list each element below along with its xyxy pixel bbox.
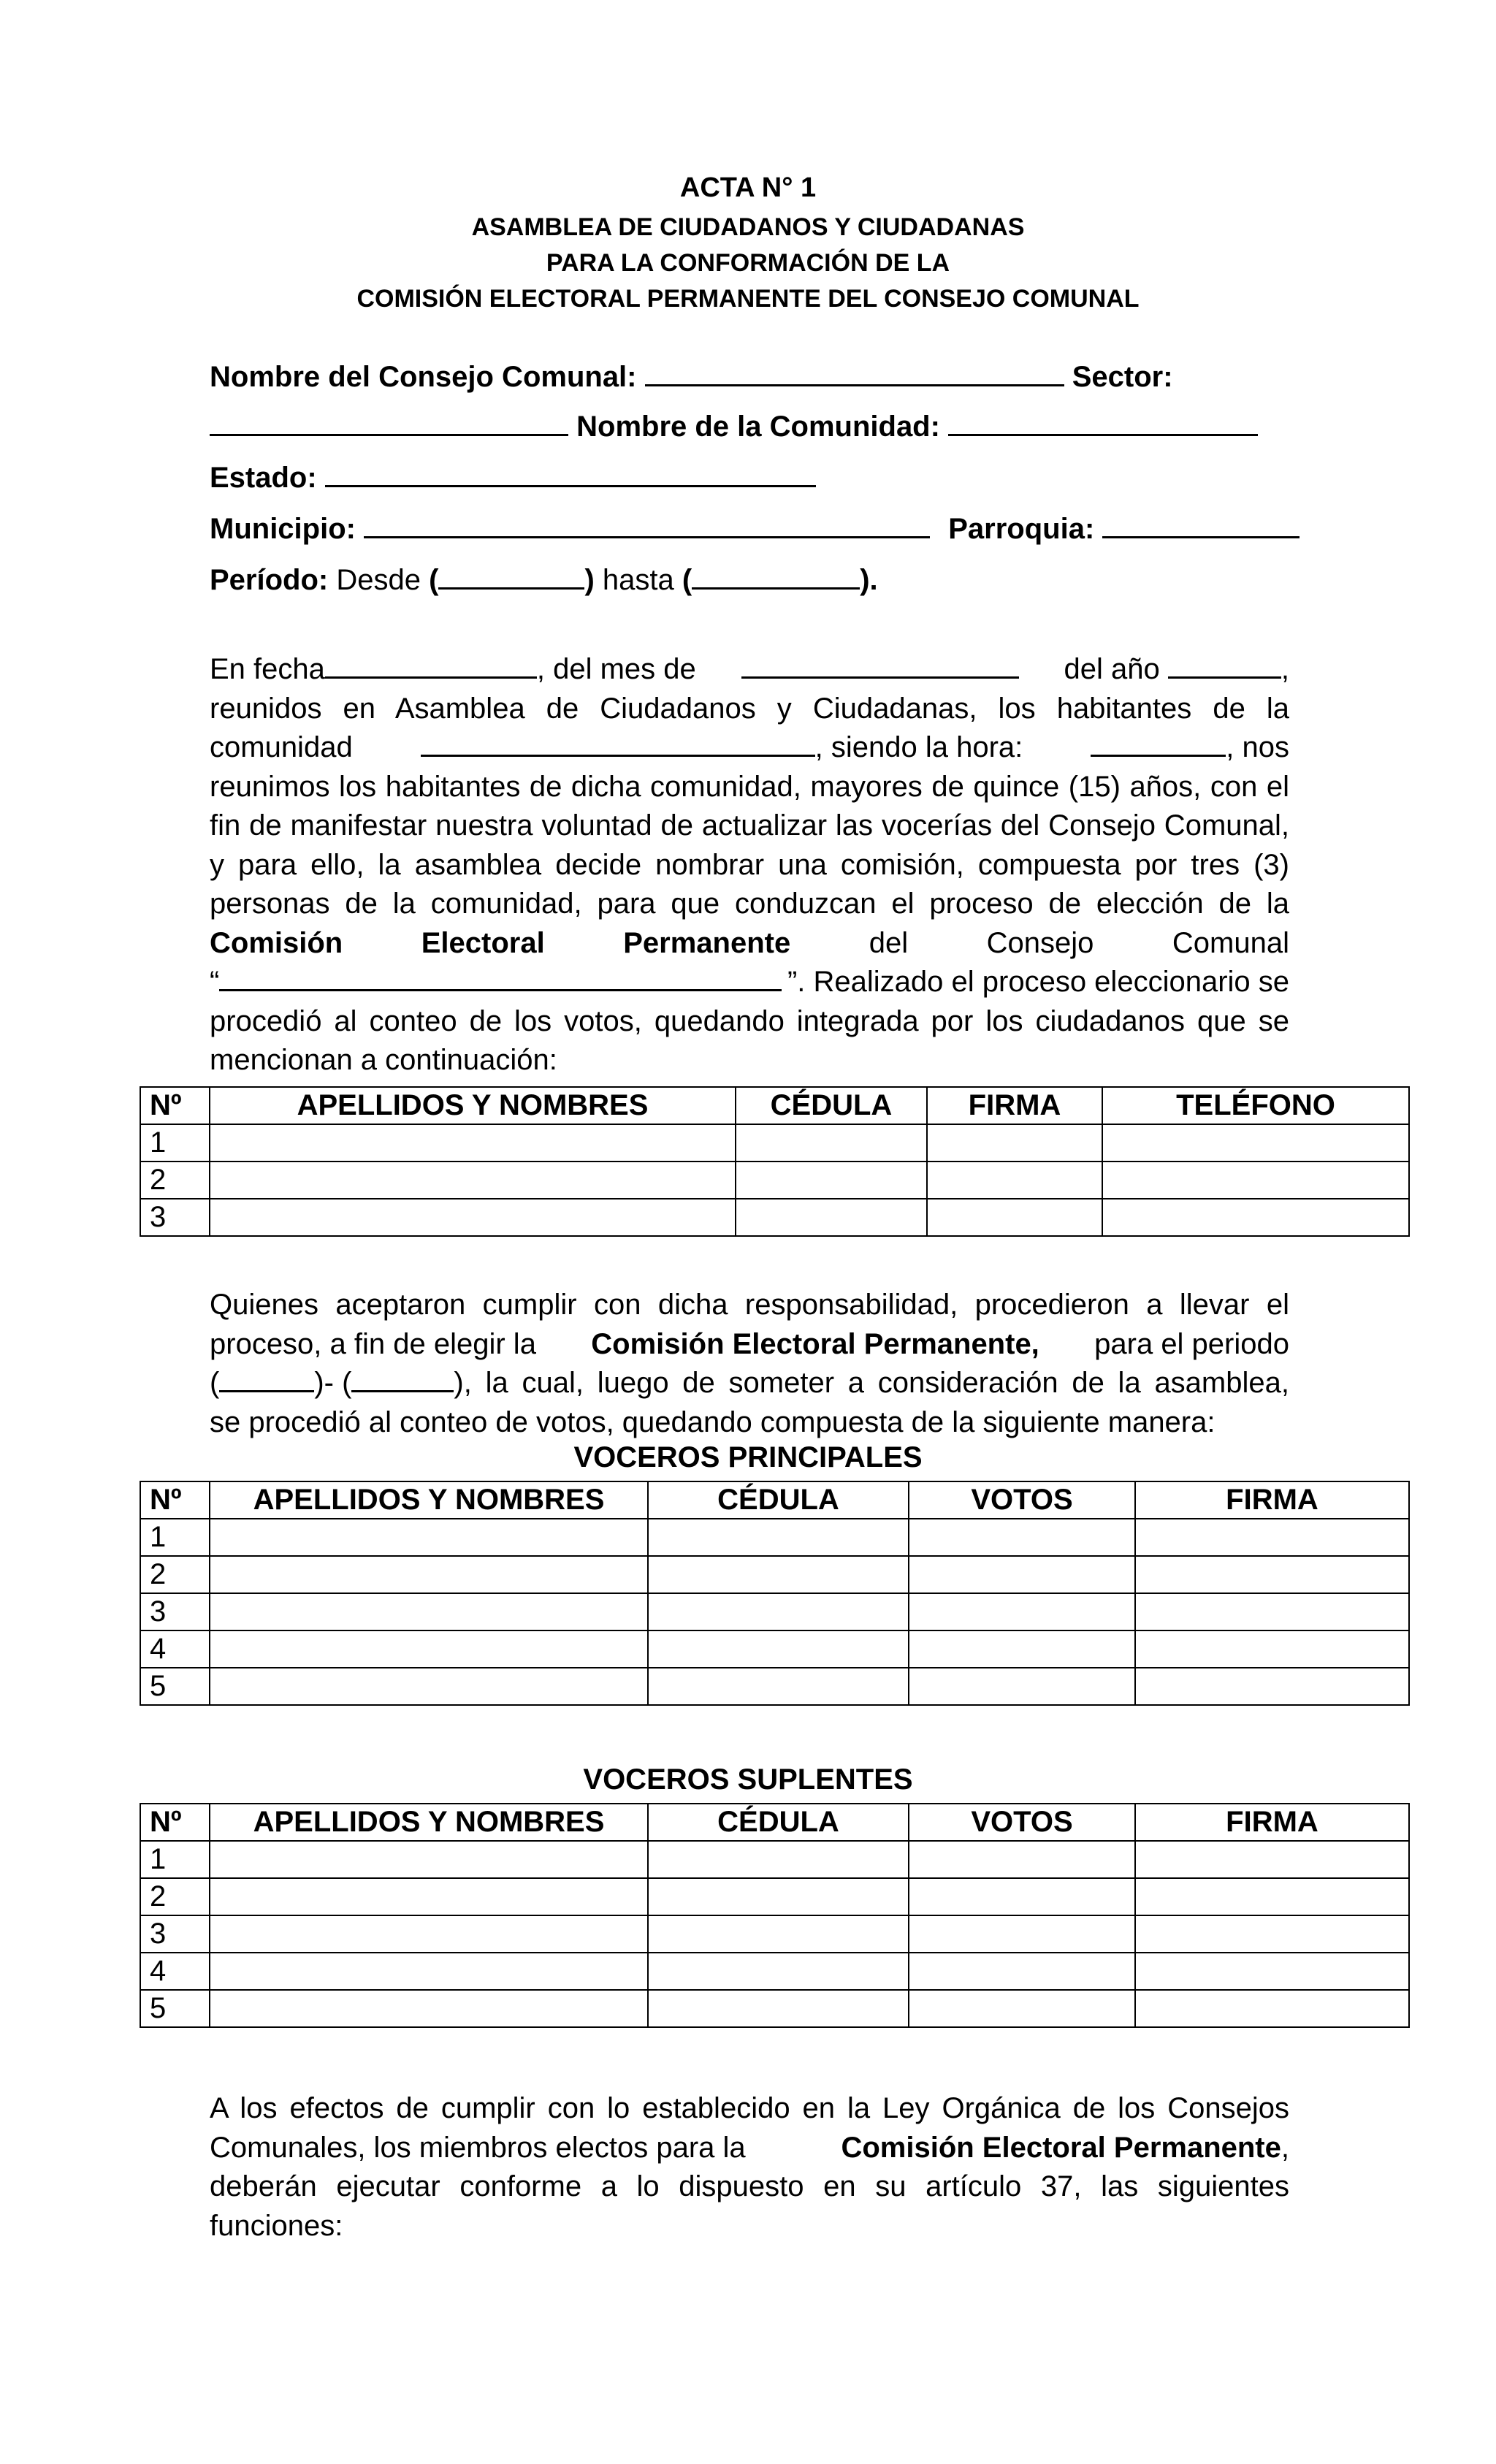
paragraph-2: Quienes aceptaron cumplir con dicha responsabilidad, procedieron a llevar el proceso, a fin de elegir la Comisión Electoral Permanente, para el periodo ( )- ( ), la cual, luego de someter a consideración de la asamblea, se procedió al conteo de votos, quedando compuesta de la siguiente manera: — [210, 1289, 1289, 1438]
estado-label: Estado: — [210, 462, 317, 494]
comunidad-input[interactable] — [948, 409, 1258, 436]
table-row: 2 — [140, 1556, 1409, 1593]
anio-input[interactable] — [1168, 652, 1281, 679]
parroquia-label: Parroquia: — [948, 513, 1095, 545]
voceros-principales-title: VOCEROS PRINCIPALES — [573, 1441, 923, 1473]
table-row: 4 — [140, 1630, 1409, 1668]
table-header-row: Nº APELLIDOS Y NOMBRES CÉDULA FIRMA TELÉFONO — [140, 1087, 1409, 1124]
sector-input[interactable] — [210, 409, 568, 436]
desde-input[interactable] — [438, 562, 584, 590]
table-row: 1 — [140, 1519, 1409, 1556]
paragraph-1-line-8: Comisión Electoral Permanente del Consejo Comunal — [210, 926, 1289, 959]
table-row: 3 — [140, 1593, 1409, 1630]
comunidad-text-label: comunidad — [210, 731, 353, 763]
hasta-label: hasta — [602, 564, 674, 596]
hora-label: , siendo la hora: — [814, 731, 1023, 763]
hasta-input[interactable] — [692, 562, 860, 590]
comunidad-text-input[interactable] — [421, 730, 815, 757]
paren-open-1: ( — [429, 564, 439, 596]
paren-close-2: ). — [860, 564, 878, 596]
comunidad-field-row — [210, 409, 1258, 443]
mes-label: , del mes de — [536, 653, 696, 685]
table-row: 5 — [140, 1990, 1409, 2027]
paragraph-3: A los efectos de cumplir con lo establecido en la Ley Orgánica de los Consejos Comunales, los miembros electos para la Comisión Electoral Permanente, deberán ejecutar conforme a lo dispuesto en su artículo 37, las siguientes funciones: — [210, 2092, 1289, 2242]
periodo-hasta-input[interactable] — [351, 1365, 454, 1392]
table-row: 5 — [140, 1668, 1409, 1705]
fecha-input[interactable] — [325, 652, 537, 679]
consejo-label: Nombre del Consejo Comunal: — [210, 361, 637, 393]
table-row: 4 — [140, 1953, 1409, 1990]
municipio-label: Municipio: — [210, 513, 356, 545]
document-title: ACTA N° 1 — [679, 172, 817, 203]
parroquia-input[interactable] — [1102, 511, 1300, 538]
table-row: 1 — [140, 1841, 1409, 1878]
hora-input[interactable] — [1091, 730, 1226, 757]
table-row: 3 — [140, 1915, 1409, 1953]
table-row: 2 — [140, 1878, 1409, 1915]
periodo-field-row — [210, 562, 878, 597]
table-header-row: Nº APELLIDOS Y NOMBRES CÉDULA VOTOS FIRMA — [140, 1804, 1409, 1841]
table-row: 2 — [140, 1162, 1409, 1199]
periodo-desde-input[interactable] — [219, 1365, 314, 1392]
fecha-label: En fecha — [210, 653, 325, 685]
comunidad-label: Nombre de la Comunidad: — [576, 411, 940, 443]
paren-close-1: ) — [584, 564, 595, 596]
consejo-field-row — [210, 359, 1173, 394]
table-row: 1 — [140, 1124, 1409, 1162]
estado-input[interactable] — [325, 460, 816, 487]
municipio-field-row — [210, 511, 1300, 546]
subtitle-line-2: PARA LA CONFORMACIÓN DE LA — [546, 249, 950, 277]
table-header-row: Nº APELLIDOS Y NOMBRES CÉDULA VOTOS FIRMA — [140, 1481, 1409, 1519]
municipio-input[interactable] — [364, 511, 930, 538]
voceros-suplentes-title: VOCEROS SUPLENTES — [583, 1763, 913, 1796]
anio-label: del año — [1064, 653, 1160, 685]
periodo-label: Período: — [210, 564, 329, 596]
desde-label: Desde — [336, 564, 421, 596]
subtitle-line-3: COMISIÓN ELECTORAL PERMANENTE DEL CONSEJO COMUNAL — [356, 285, 1140, 313]
comision-table — [140, 1086, 1410, 1237]
subtitle-line-1: ASAMBLEA DE CIUDADANOS Y CIUDADANAS — [471, 213, 1025, 241]
estado-field-row — [210, 460, 816, 495]
sector-label: Sector: — [1072, 361, 1173, 393]
voceros-principales-table — [140, 1481, 1410, 1706]
paragraph-1-line-2: reunidos en Asamblea de Ciudadanos y Ciudadanas, los habitantes de la — [210, 692, 1289, 725]
paren-open-2: ( — [682, 564, 692, 596]
table-row: 3 — [140, 1199, 1409, 1236]
consejo-name-input[interactable] — [219, 964, 782, 991]
voceros-suplentes-table — [140, 1803, 1410, 2028]
consejo-input[interactable] — [645, 359, 1064, 386]
mes-input[interactable] — [741, 652, 1019, 679]
paragraph-1: En fecha , del mes de del año , reunidos en Asamblea de Ciudadanos y Ciudadanas, los habitantes de la comunidad , siendo la hora: , nos reunimos los habitantes de dicha comunidad, mayores de quince (15) años, con el fin de manifestar nuestra voluntad de actualizar las vocerías del Consejo Comunal, y para ello, la asamblea decide nombrar una comisión, compuesta por tres (3) personas de la comunidad, para que conduzcan el proceso de elección de la Comisión Electoral Permanente del Consejo Comunal “ ”. Realizado el proceso eleccionario se procedió al conteo de los votos, quedando integrada por los ciudadanos que se mencionan a continuación: — [210, 653, 1289, 1076]
